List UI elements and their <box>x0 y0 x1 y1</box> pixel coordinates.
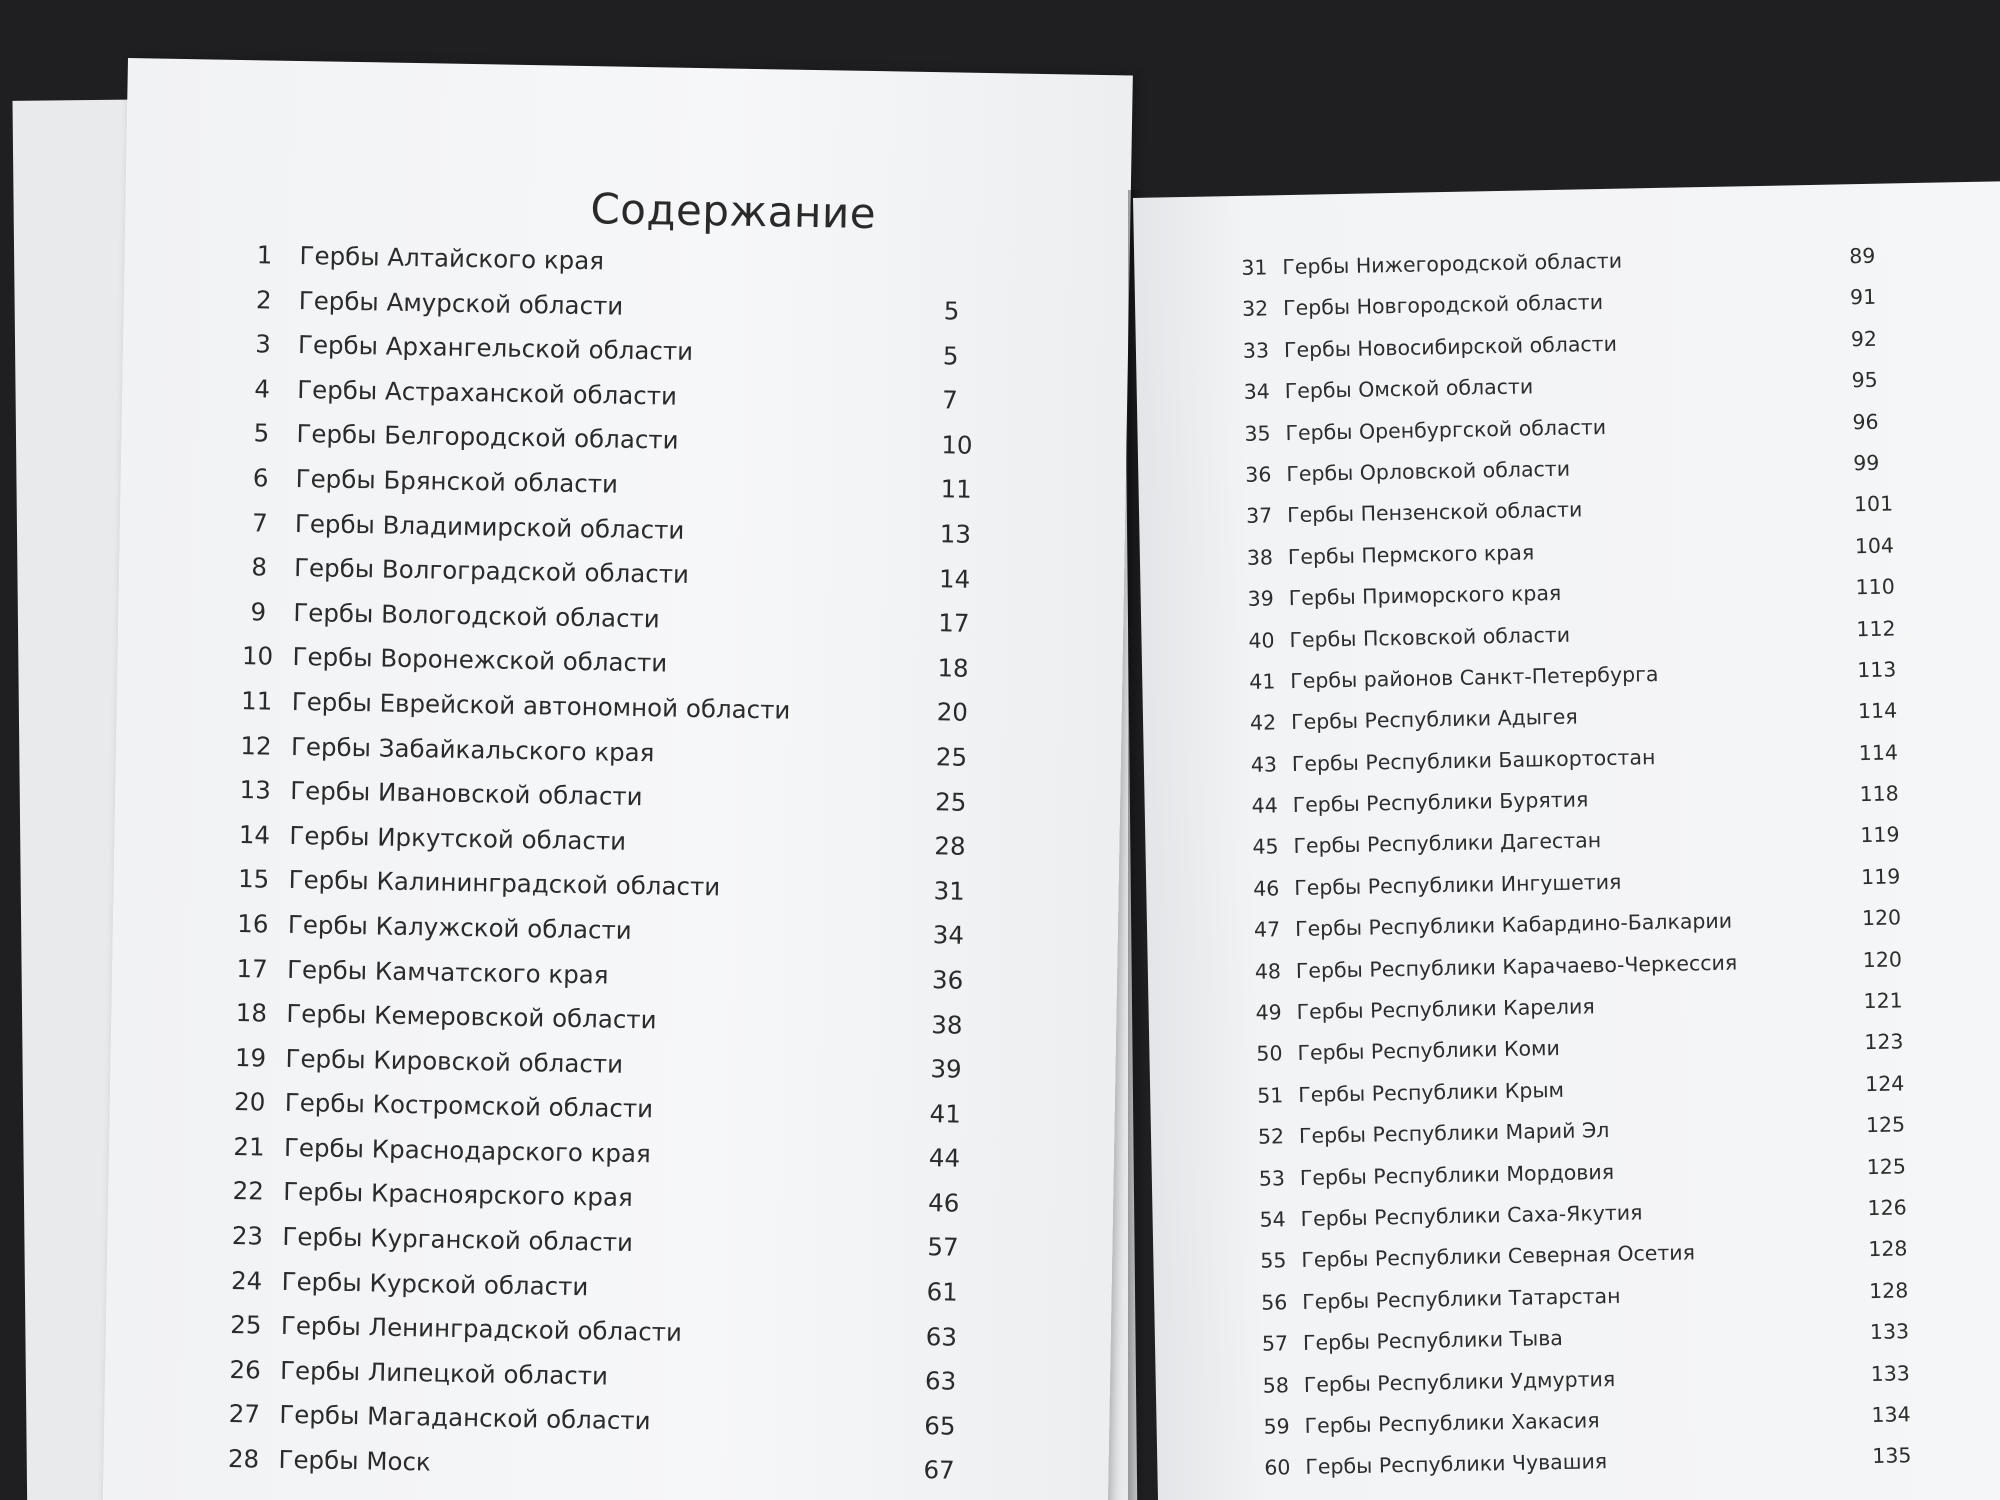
toc-entry-page: 5 <box>942 340 959 371</box>
toc-entry-page: 126 <box>1867 1195 1907 1221</box>
toc-entry-title: Гербы Белгородской области <box>296 419 679 456</box>
toc-entry-page: 133 <box>1869 1319 1910 1345</box>
toc-entry-page: 91 <box>1849 285 1877 310</box>
toc-entry-number: 9 <box>250 596 267 627</box>
toc-entry-number: 54 <box>1259 1207 1286 1232</box>
toc-entry-page: 128 <box>1868 1278 1909 1303</box>
toc-entry-number: 33 <box>1242 338 1270 363</box>
toc-entry-number: 22 <box>232 1176 265 1207</box>
toc-entry-number: 39 <box>1247 586 1274 611</box>
toc-entry-title: Гербы Республики Адыгея <box>1290 704 1578 735</box>
toc-entry-title: Гербы Республики Ингушетия <box>1294 869 1622 900</box>
toc-entry-number: 25 <box>230 1310 262 1340</box>
toc-entry-number: 26 <box>229 1354 261 1385</box>
toc-entry-number: 16 <box>237 908 269 939</box>
toc-entry-title: Гербы Республики Бурятия <box>1292 787 1589 818</box>
toc-entry-page: 34 <box>932 920 965 951</box>
toc-entry-title: Гербы Липецкой области <box>279 1355 609 1391</box>
toc-entry-number: 2 <box>255 284 272 315</box>
toc-entry-page: 18 <box>937 652 969 683</box>
toc-entry-page: 17 <box>938 608 970 638</box>
toc-entry-page: 61 <box>926 1277 959 1307</box>
toc-entry-number: 41 <box>1249 669 1276 694</box>
toc-entry-page: 92 <box>1850 326 1878 352</box>
toc-entry-title: Гербы Республики Тыва <box>1302 1326 1564 1356</box>
toc-entry-title: Гербы Республики Чувашия <box>1305 1449 1608 1480</box>
toc-entry-page: 104 <box>1854 533 1895 558</box>
toc-entry-number: 7 <box>251 507 268 538</box>
toc-entry-title: Гербы Забайкальского края <box>290 731 655 767</box>
toc-entry-page: 44 <box>928 1143 961 1173</box>
toc-entry-number: 15 <box>237 864 270 894</box>
toc-entry-page: 114 <box>1857 698 1898 724</box>
page-title: Содержание <box>590 184 877 239</box>
toc-entry-title: Гербы Калужской области <box>287 909 632 945</box>
toc-entry-number: 50 <box>1256 1041 1283 1067</box>
toc-entry-number: 17 <box>236 953 268 984</box>
toc-entry-number: 48 <box>1254 958 1282 984</box>
toc-entry-title: Гербы Краснодарского края <box>283 1132 651 1169</box>
toc-entry-page: 96 <box>1852 409 1879 434</box>
toc-entry-number: 21 <box>233 1131 265 1162</box>
toc-entry-number: 20 <box>233 1087 266 1117</box>
toc-entry-title: Гербы Орловской области <box>1286 456 1571 487</box>
toc-entry-title: Гербы Омской области <box>1284 374 1534 404</box>
toc-entry-page: 119 <box>1860 864 1901 890</box>
toc-entry-page: 28 <box>934 831 966 861</box>
toc-entry-title: Гербы Республики Крым <box>1298 1077 1565 1107</box>
toc-entry-number: 18 <box>235 998 268 1028</box>
toc-entry-number: 31 <box>1241 255 1268 280</box>
toc-entry-title: Гербы Республики Карелия <box>1296 994 1595 1025</box>
toc-entry-page: 65 <box>924 1410 956 1441</box>
toc-entry-title: Гербы Камчатского края <box>286 954 609 990</box>
toc-entry-page: 57 <box>927 1232 959 1263</box>
toc-entry-title: Гербы Республики Северная Осетия <box>1301 1240 1696 1273</box>
toc-entry-number: 36 <box>1245 462 1272 487</box>
toc-entry-title: Гербы Курской области <box>281 1266 589 1301</box>
toc-entry-title: Гербы Пермского края <box>1287 540 1535 569</box>
toc-list-right <box>1234 241 2000 1497</box>
toc-entry-number: 37 <box>1245 503 1273 529</box>
toc-entry-number: 23 <box>231 1221 264 1251</box>
toc-entry-page: 5 <box>943 296 960 326</box>
toc-entry-title: Гербы Моск <box>278 1444 432 1477</box>
toc-entry-title: Гербы Республики Марий Эл <box>1298 1118 1610 1149</box>
toc-entry-title: Гербы Новгородской области <box>1282 290 1604 321</box>
toc-entry-number: 3 <box>254 329 272 359</box>
toc-entry-number: 27 <box>228 1399 261 1429</box>
toc-entry-title: Гербы Республики Коми <box>1297 1036 1561 1066</box>
toc-entry-page: 110 <box>1855 574 1895 600</box>
right-page <box>1133 181 2000 1500</box>
toc-list-left <box>223 240 1065 1500</box>
toc-entry-title: Гербы Новосибирской области <box>1283 331 1618 362</box>
toc-entry-page: 134 <box>1871 1402 1911 1427</box>
toc-entry-number: 19 <box>234 1042 267 1073</box>
toc-entry-number: 1 <box>256 240 273 270</box>
toc-entry-page: 118 <box>1859 781 1899 807</box>
toc-entry-page: 11 <box>940 474 973 505</box>
toc-entry-title: Гербы Владимирской области <box>294 508 685 545</box>
toc-entry-title: Гербы Пензенской области <box>1286 497 1583 528</box>
toc-entry-title: Гербы Кемеровской области <box>286 999 657 1035</box>
toc-entry-title: Гербы Приморского края <box>1288 580 1562 611</box>
toc-entry-page: 10 <box>941 430 973 460</box>
toc-entry-page: 120 <box>1861 905 1902 931</box>
toc-entry-page: 41 <box>929 1098 962 1129</box>
toc-entry-page: 39 <box>930 1054 962 1084</box>
toc-entry-page: 133 <box>1870 1360 1911 1386</box>
toc-entry-title: Гербы Архангельской области <box>297 330 694 367</box>
toc-entry-number: 13 <box>239 775 272 805</box>
toc-entry-page: 124 <box>1864 1071 1905 1096</box>
toc-entry-title: Гербы Республики Башкортостан <box>1291 744 1656 776</box>
toc-entry-title: Гербы Красноярского края <box>282 1177 633 1213</box>
toc-entry-title: Гербы Еврейской автономной области <box>291 686 791 725</box>
toc-entry-number: 32 <box>1241 296 1269 322</box>
toc-entry-number: 55 <box>1260 1248 1287 1274</box>
toc-entry-number: 53 <box>1258 1165 1286 1191</box>
toc-entry-title: Гербы районов Санкт-Петербурга <box>1290 661 1659 693</box>
toc-entry-title: Гербы Республики Саха-Якутия <box>1300 1200 1643 1231</box>
toc-entry-title: Гербы Ленинградской области <box>280 1311 683 1348</box>
toc-entry-page: 101 <box>1853 491 1894 517</box>
toc-entry-title: Гербы Нижегородской области <box>1282 248 1623 280</box>
toc-entry-number: 60 <box>1264 1455 1291 1481</box>
toc-entry-number: 4 <box>254 374 271 404</box>
toc-entry-number: 35 <box>1244 420 1271 446</box>
toc-entry-number: 43 <box>1250 752 1278 777</box>
left-page <box>102 58 1133 1500</box>
toc-entry-title: Гербы Амурской области <box>298 285 624 321</box>
toc-entry-page: 119 <box>1860 822 1900 848</box>
toc-entry-page: 125 <box>1866 1153 1907 1179</box>
toc-entry-number: 8 <box>251 552 268 582</box>
toc-entry-page: 123 <box>1864 1029 1904 1055</box>
toc-entry-number: 42 <box>1249 710 1277 736</box>
toc-entry-page: 112 <box>1856 615 1896 641</box>
toc-entry-number: 24 <box>230 1265 263 1296</box>
toc-entry-number: 44 <box>1251 793 1278 818</box>
toc-entry-number: 51 <box>1256 1083 1284 1108</box>
toc-entry-page: 128 <box>1868 1236 1908 1262</box>
toc-entry-page: 13 <box>939 519 972 549</box>
toc-entry-number: 46 <box>1253 876 1280 901</box>
toc-entry-page: 63 <box>925 1321 958 1352</box>
toc-entry-number: 52 <box>1257 1124 1285 1149</box>
toc-entry-number: 58 <box>1262 1372 1290 1398</box>
toc-entry-page: 135 <box>1872 1443 1912 1469</box>
toc-entry-title: Гербы Республики Карачаево-Черкессия <box>1295 950 1738 983</box>
toc-entry-number: 59 <box>1263 1414 1290 1439</box>
toc-entry-page: 67 <box>923 1455 955 1486</box>
toc-entry-number: 34 <box>1243 379 1271 405</box>
toc-entry-title: Гербы Кировской области <box>285 1043 624 1079</box>
toc-entry-number: 10 <box>241 641 274 671</box>
toc-entry-page: 36 <box>931 965 964 995</box>
toc-entry-title: Гербы Республики Кабардино-Балкарии <box>1294 908 1733 942</box>
toc-entry-title: Гербы Костромской области <box>284 1088 654 1124</box>
toc-entry-page: 95 <box>1851 367 1878 393</box>
toc-entry-page: 46 <box>927 1188 960 1218</box>
toc-entry-number: 5 <box>253 418 270 448</box>
toc-entry-title: Гербы Магаданской области <box>279 1400 651 1436</box>
toc-entry-title: Гербы Иркутской области <box>289 820 627 856</box>
toc-entry-title: Гербы Калининградской области <box>288 865 721 902</box>
toc-entry-number: 49 <box>1255 1000 1282 1025</box>
toc-entry-title: Гербы Воронежской области <box>292 642 668 678</box>
toc-entry-page: 25 <box>935 742 968 772</box>
toc-entry-title: Гербы Республики Удмуртия <box>1303 1366 1616 1397</box>
toc-entry-title: Гербы Республики Мордовия <box>1299 1159 1615 1190</box>
toc-entry-page: 31 <box>933 875 966 906</box>
toc-entry-page: 25 <box>934 786 967 817</box>
toc-entry-number: 57 <box>1261 1331 1289 1356</box>
toc-entry-title: Гербы Республики Татарстан <box>1301 1283 1621 1314</box>
toc-entry-title: Гербы Вологодской области <box>293 597 661 634</box>
toc-entry-page: 38 <box>931 1009 963 1040</box>
toc-entry-title: Гербы Оренбургской области <box>1285 414 1607 445</box>
toc-entry-title: Гербы Брянской области <box>295 463 619 499</box>
toc-entry-title: Гербы Волгоградской области <box>293 553 690 590</box>
toc-entry-number: 47 <box>1253 917 1281 943</box>
toc-entry-number: 12 <box>240 730 272 761</box>
toc-entry-number: 56 <box>1260 1290 1288 1315</box>
toc-entry-page: 121 <box>1863 988 1903 1014</box>
toc-entry-page: 63 <box>924 1366 957 1396</box>
toc-entry-page: 89 <box>1849 243 1876 269</box>
toc-entry-page: 20 <box>936 697 969 728</box>
toc-entry-title: Гербы Республики Дагестан <box>1293 828 1602 859</box>
toc-entry-title: Гербы Республики Хакасия <box>1304 1408 1600 1438</box>
toc-entry-number: 14 <box>238 819 271 850</box>
toc-entry-number: 11 <box>240 686 273 716</box>
toc-entry-title: Гербы Алтайского края <box>299 241 605 276</box>
toc-entry-title: Гербы Астраханской области <box>296 374 678 411</box>
toc-entry-title: Гербы Курганской области <box>282 1221 634 1258</box>
toc-entry-number: 38 <box>1246 545 1274 570</box>
toc-entry-title: Гербы Ивановской области <box>289 776 643 812</box>
toc-entry-number: 6 <box>252 463 269 493</box>
toc-entry-page: 125 <box>1865 1112 1906 1138</box>
toc-entry-number: 28 <box>227 1443 260 1474</box>
toc-entry-page: 114 <box>1858 740 1899 765</box>
toc-entry-page: 99 <box>1852 450 1880 476</box>
toc-entry-page: 113 <box>1856 657 1897 683</box>
toc-entry-page: 7 <box>941 385 959 415</box>
toc-entry-number: 40 <box>1248 627 1275 653</box>
toc-entry-number: 45 <box>1252 834 1279 860</box>
toc-entry-title: Гербы Псковской области <box>1289 622 1571 652</box>
toc-entry-page: 14 <box>938 563 971 594</box>
toc-entry-page: 120 <box>1862 947 1903 972</box>
